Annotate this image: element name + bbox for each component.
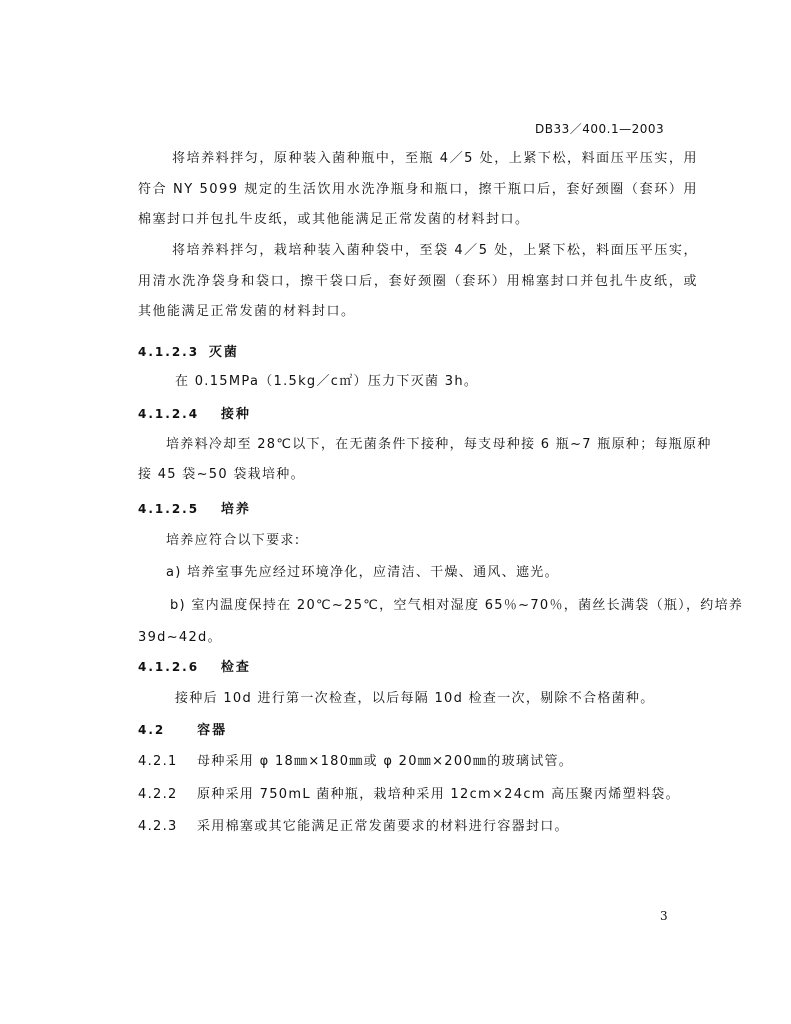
section-title: 培养: [220, 502, 251, 517]
cultivation-item-b-line-1: b) 室内温度保持在 20℃~25℃，空气相对湿度 65％~70％，菌丝长满袋（瓶），约培养: [170, 598, 744, 613]
section-number: 4.1.2.4: [138, 407, 200, 421]
inoculation-text-line-2: 接 45 袋~50 袋栽培种。: [138, 467, 305, 482]
page-number: 3: [660, 909, 668, 923]
paragraph-cultivation-seed-packing: 将培养料拌匀，栽培种装入菌种袋中，至袋 4／5 处，上紧下松，料面压平压实，用清水洗净袋身和袋口，擦干袋口后，套好颈圈（套环）用棉塞封口并包扎牛皮纸，或其他能满足正常发菌的材料封口。: [138, 243, 698, 319]
section-heading-inspection: [138, 656, 251, 675]
section-heading-cultivation: [138, 498, 251, 517]
container-item-1: [138, 750, 573, 769]
cultivation-item-b-line-2: 39d~42d。: [138, 630, 222, 645]
section-number: 4.1.2.6: [138, 660, 200, 674]
item-number: 4.2.1: [138, 754, 178, 769]
section-title: 灭菌: [208, 345, 239, 360]
section-heading-inoculation: [138, 403, 251, 422]
cultivation-item-a: a) 培养室事先应经过环境净化，应清洁、干燥、通风、遮光。: [166, 565, 559, 580]
section-heading-containers: [138, 719, 227, 738]
item-text: 原种采用 750mL 菌种瓶，栽培种采用 12cm×24cm 高压聚丙烯塑料袋。: [197, 787, 680, 802]
item-number: 4.2.3: [138, 819, 178, 834]
paragraph-original-seed-packing: 将培养料拌匀，原种装入菌种瓶中，至瓶 4／5 处，上紧下松，料面压平压实，用符合 NY 5099 规定的生活饮用水洗净瓶身和瓶口，擦干瓶口后，套好颈圈（套环）用棉塞封口并包扎牛皮纸，或其他能满足正常发菌的材料封口。: [138, 151, 698, 227]
section-number: 4.1.2.3: [138, 345, 200, 359]
inoculation-text-line-1: 培养料冷却至 28℃以下，在无菌条件下接种，每支母种接 6 瓶~7 瓶原种；每瓶原种: [166, 437, 712, 452]
item-text: 母种采用 φ 18㎜×180㎜或 φ 20㎜×200㎜的玻璃试管。: [197, 754, 574, 769]
section-heading-sterilization: [138, 341, 239, 360]
inspection-text: 接种后 10d 进行第一次检查，以后每隔 10d 检查一次，剔除不合格菌种。: [175, 691, 655, 706]
document-code: DB33／400.1—2003: [535, 122, 665, 136]
container-item-2: [138, 783, 680, 802]
section-title: 容器: [197, 723, 228, 738]
section-title: 检查: [220, 660, 251, 675]
sterilization-text: 在 0.15MPa（1.5kg／c㎡）压力下灭菌 3h。: [175, 374, 479, 389]
cultivation-intro: 培养应符合以下要求:: [166, 533, 301, 548]
section-number: 4.1.2.5: [138, 502, 200, 516]
item-text: 采用棉塞或其它能满足正常发菌要求的材料进行容器封口。: [197, 819, 569, 834]
item-number: 4.2.2: [138, 787, 178, 802]
section-number: 4.2: [138, 723, 166, 737]
container-item-3: [138, 815, 569, 834]
section-title: 接种: [220, 407, 251, 422]
